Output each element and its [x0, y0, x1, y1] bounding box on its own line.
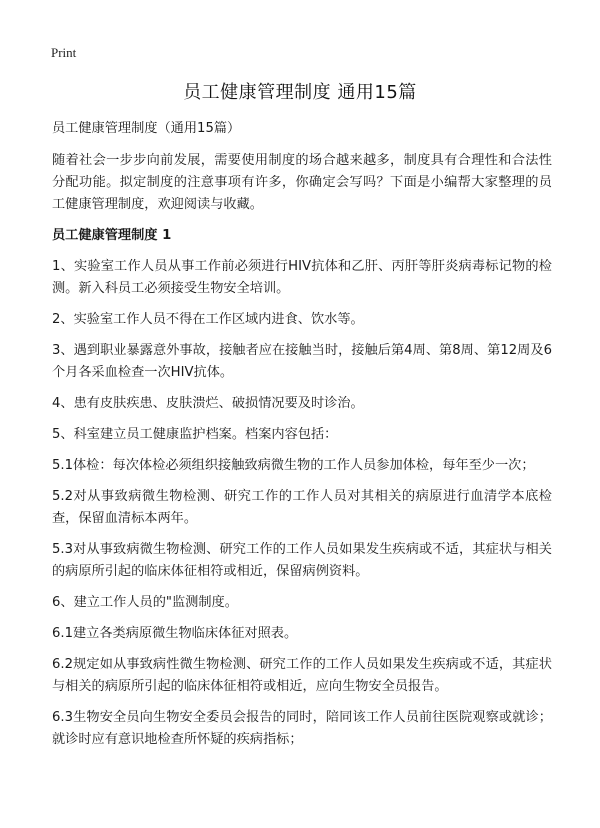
- intro-paragraph: 随着社会一步步向前发展，需要使用制度的场合越来越多，制度具有合理性和合法性分配功能。拟定制度的注意事项有许多，你确定会写吗？下面是小编帮大家整理的员工健康管理制度，欢迎阅读与收藏。: [52, 153, 552, 212]
- page-title: 员工健康管理制度 通用15篇: [183, 82, 417, 103]
- list-item: 2、实验室工作人员不得在工作区域内进食、饮水等。: [52, 312, 364, 327]
- list-item: 6.1建立各类病原微生物临床体征对照表。: [52, 626, 298, 641]
- list-item: 5、科室建立员工健康监护档案。档案内容包括：: [52, 427, 338, 442]
- list-item: 4、患有皮肤疾患、皮肤溃烂、破损情况要及时诊治。: [52, 396, 364, 411]
- list-item: 3、遇到职业暴露意外事故，接触者应在接触当时，接触后第4周、第8周、第12周及6个月各采血检查一次HIV抗体。: [52, 343, 552, 380]
- list-item: 6.2规定如从事致病性微生物检测、研究工作的工作人员如果发生疾病或不适，其症状与相关的病原所引起的临床体征相符或相近，应向生物安全员报告。: [52, 657, 552, 694]
- list-item: 5.2对从事致病微生物检测、研究工作的工作人员对其相关的病原进行血清学本底检查，保留血清标本两年。: [52, 489, 552, 526]
- document-subtitle: 员工健康管理制度（通用15篇）: [52, 121, 241, 136]
- list-item: 1、实验室工作人员从事工作前必须进行HIV抗体和乙肝、丙肝等肝炎病毒标记物的检测。新入科员工必须接受生物安全培训。: [52, 259, 552, 296]
- print-link[interactable]: Print: [51, 45, 77, 60]
- list-item: 6.3生物安全员向生物安全委员会报告的同时，陪同该工作人员前往医院观察或就诊；就诊时应有意识地检查所怀疑的疾病指标；: [52, 710, 552, 747]
- section-heading: 员工健康管理制度 1: [52, 228, 172, 243]
- list-item: 6、建立工作人员的"监测制度。: [52, 595, 238, 610]
- list-item: 5.3对从事致病微生物检测、研究工作的工作人员如果发生疾病或不适，其症状与相关的病原所引起的临床体征相符或相近，保留病例资料。: [52, 542, 552, 579]
- document-body: [52, 118, 552, 760]
- list-item: 5.1体检：每次体检必须组织接触致病微生物的工作人员参加体检，每年至少一次；: [52, 458, 535, 473]
